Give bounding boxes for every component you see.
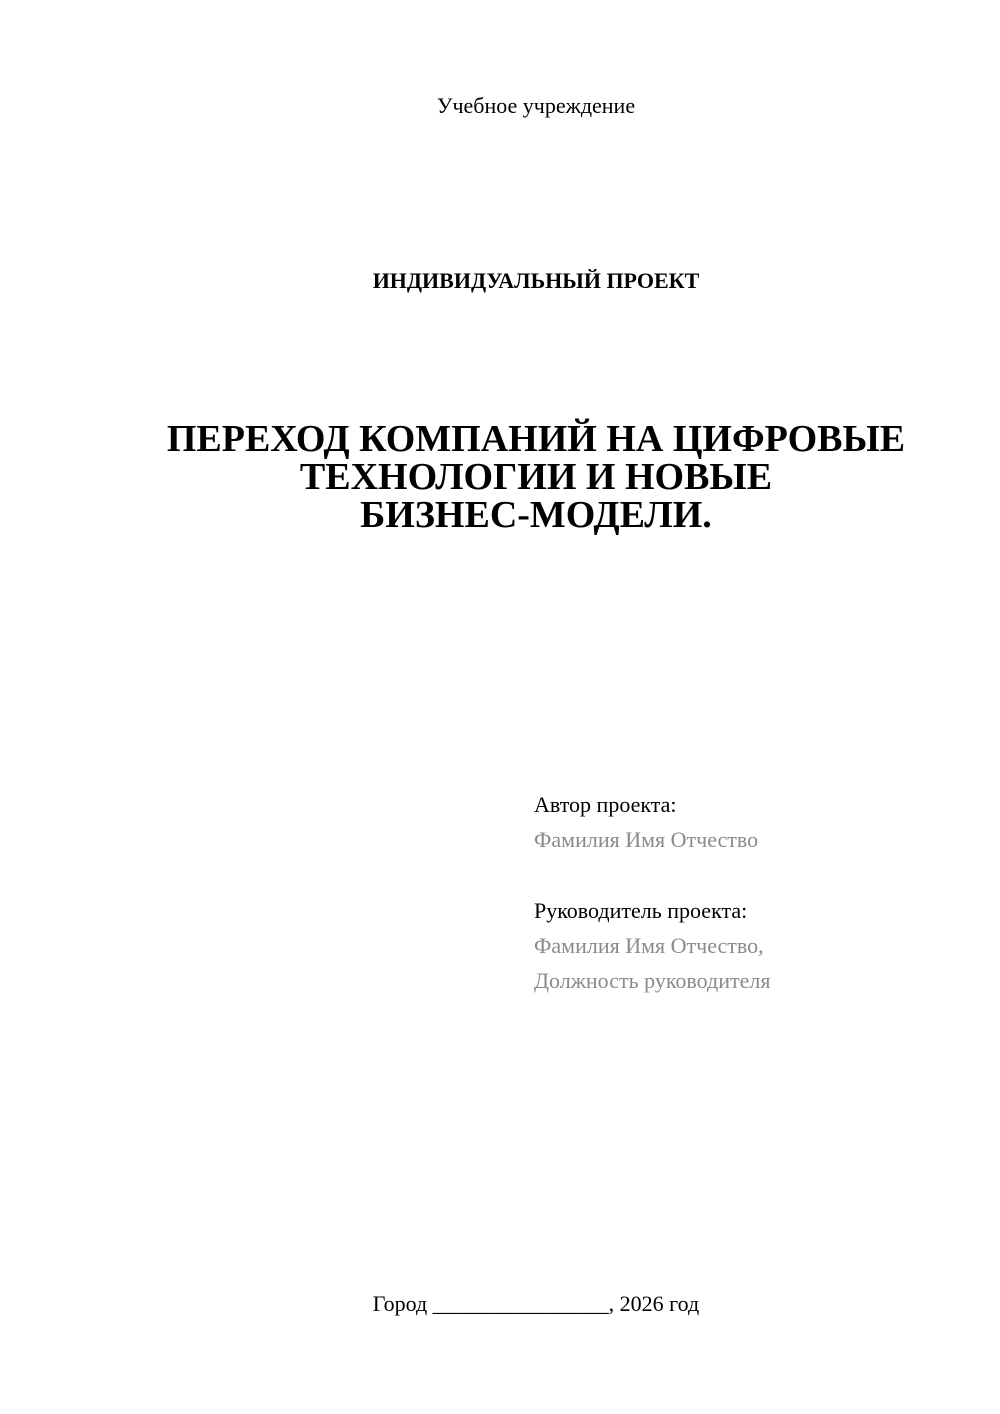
supervisor-name: Фамилия Имя Отчество,	[534, 933, 764, 958]
supervisor-block	[534, 893, 770, 998]
project-title-line-1: ПЕРЕХОД КОМПАНИЙ НА ЦИФРОВЫЕ	[166, 418, 906, 460]
document-type: ИНДИВИДУАЛЬНЫЙ ПРОЕКТ	[372, 268, 700, 293]
project-title	[140, 420, 932, 534]
author-name: Фамилия Имя Отчество	[534, 827, 759, 852]
project-title-line-2: ТЕХНОЛОГИИ И НОВЫЕ	[299, 456, 773, 498]
city-year-line: Город ________________, 2026 год	[372, 1291, 700, 1316]
project-title-line-3: БИЗНЕС-МОДЕЛИ.	[360, 494, 712, 536]
supervisor-position: Должность руководителя	[534, 968, 771, 993]
author-label: Автор проекта:	[534, 792, 677, 817]
author-block	[534, 787, 758, 857]
supervisor-label: Руководитель проекта:	[534, 898, 748, 923]
institution-name: Учебное учреждение	[436, 93, 636, 118]
